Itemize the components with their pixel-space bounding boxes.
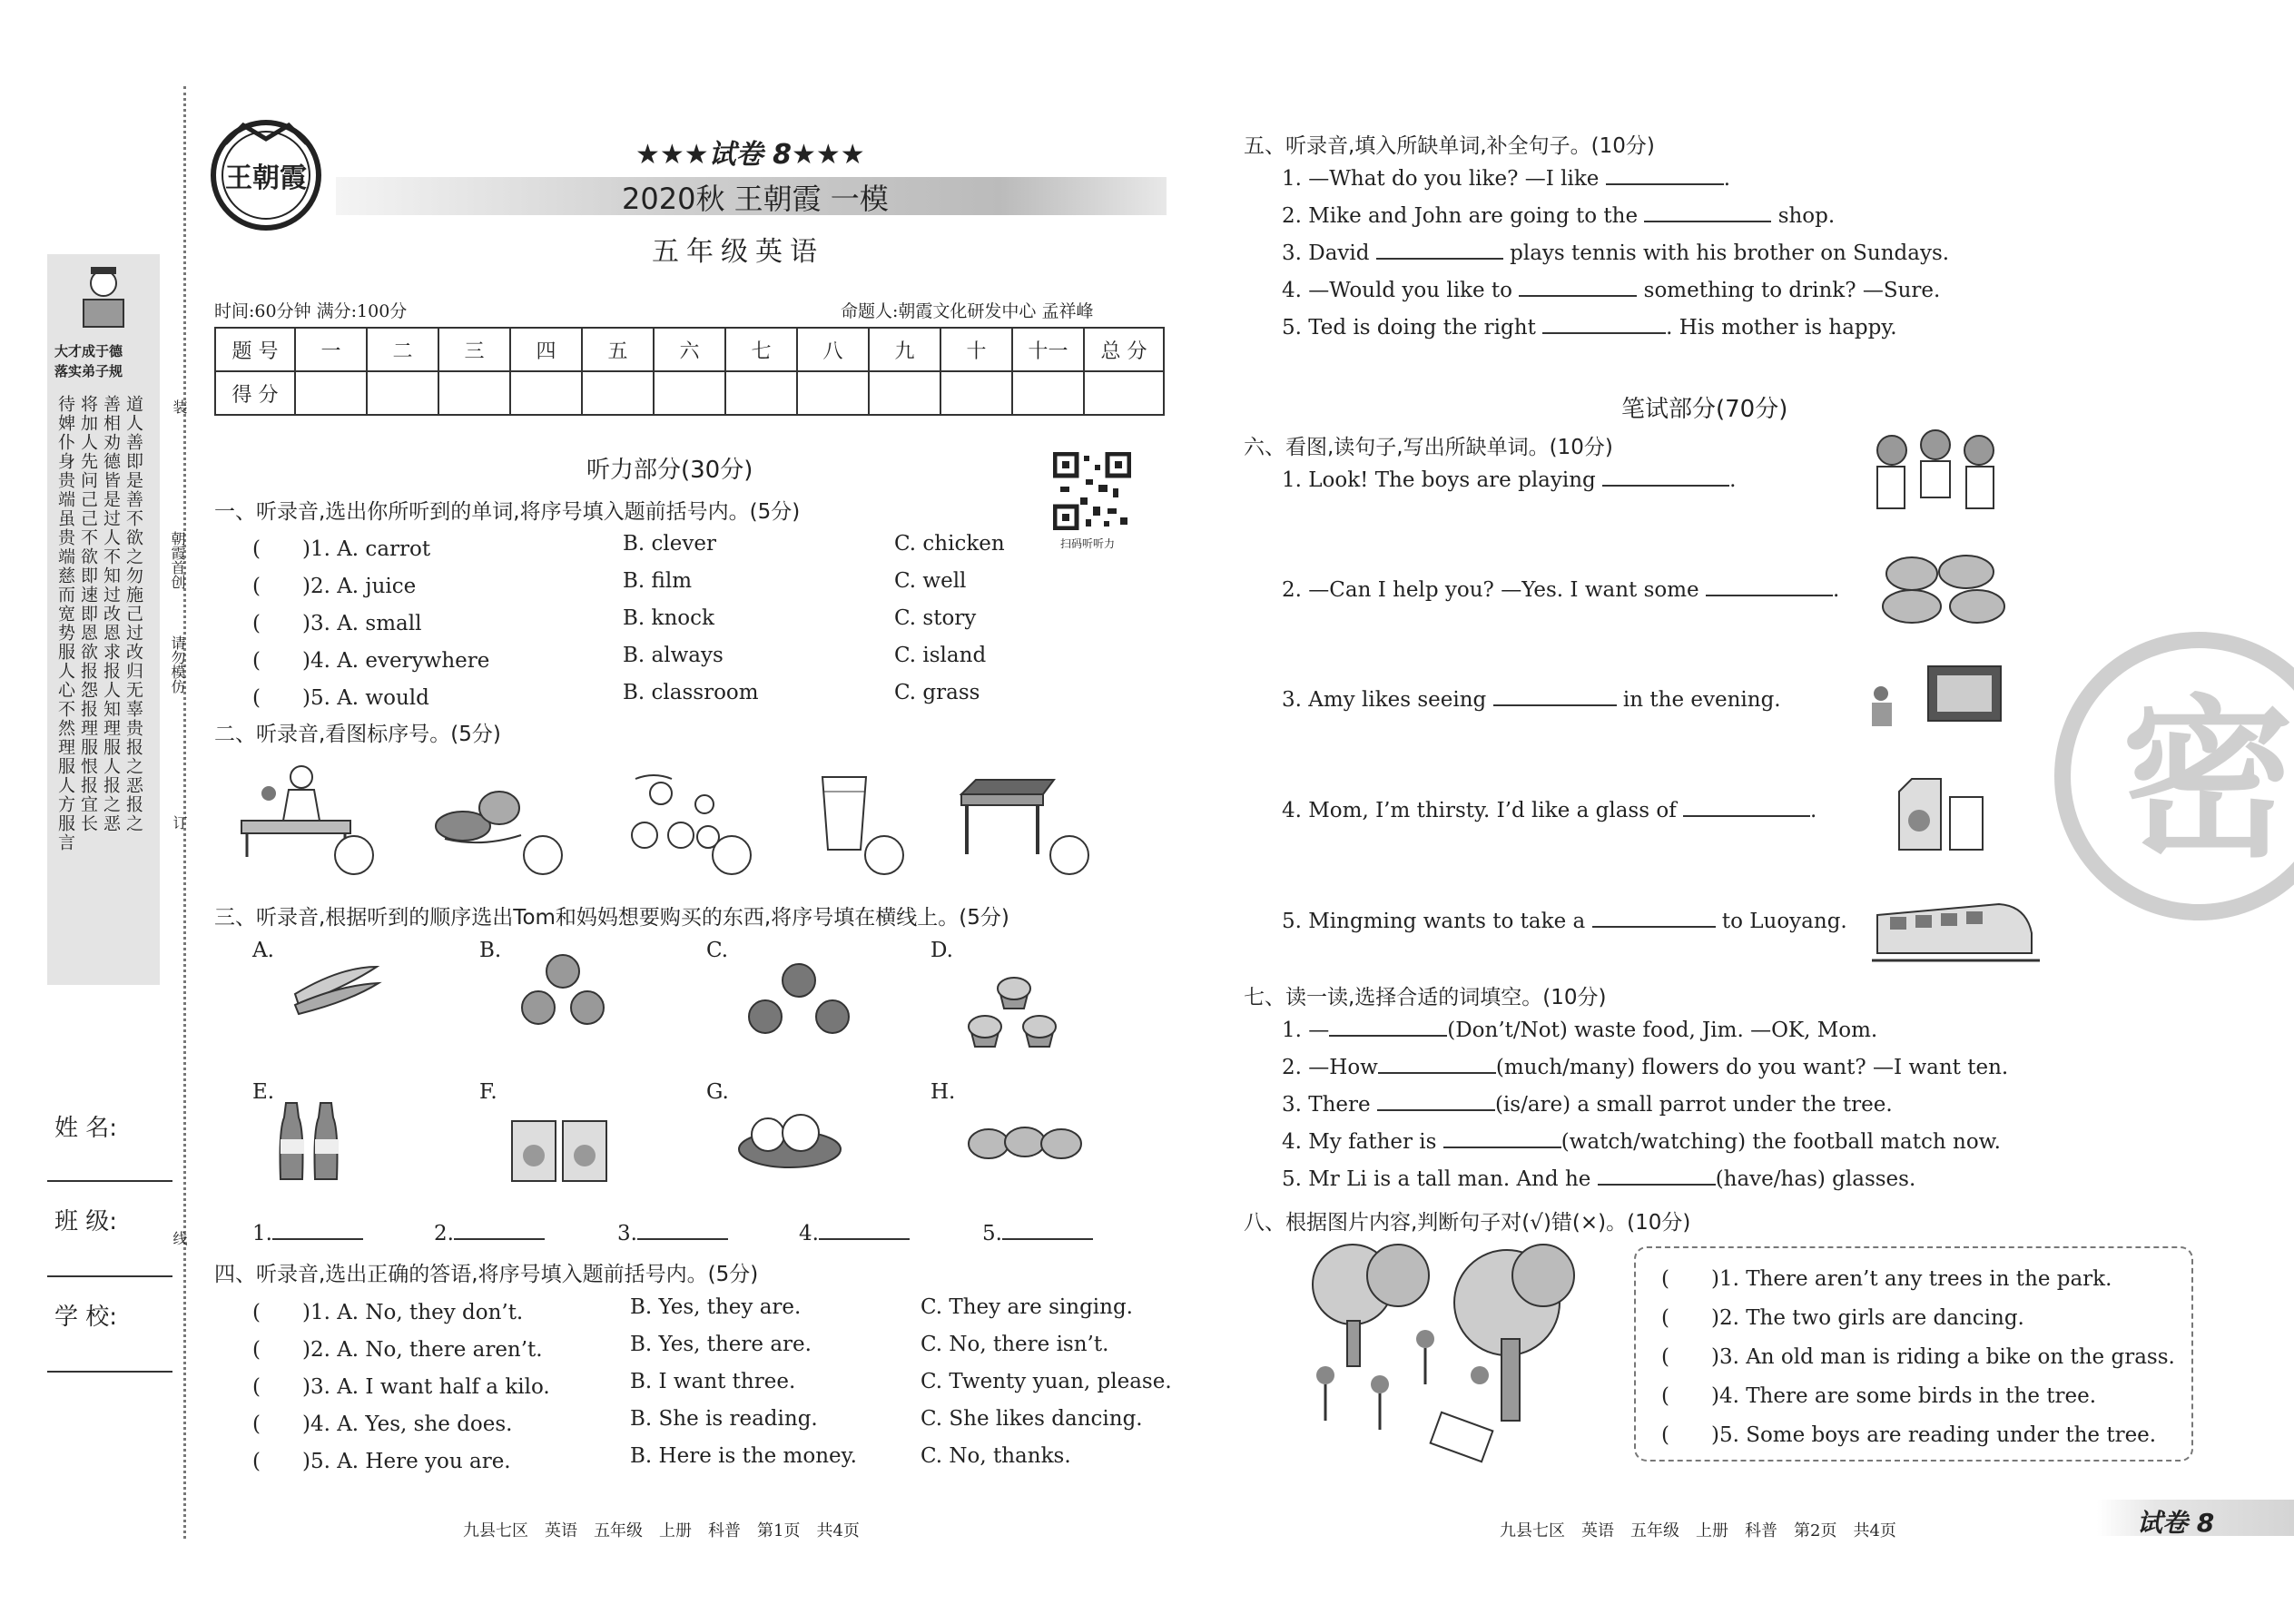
watching-films-picture <box>1863 661 2008 743</box>
s4-item-3-c: C. Twenty yuan, please. <box>921 1370 1172 1393</box>
s6-item-1: 1. Look! The boys are playing . <box>1282 468 1737 492</box>
boys-playing-cards-picture <box>1866 427 2003 517</box>
potatoes-picture <box>1876 554 2012 626</box>
s3-answer-blank[interactable] <box>819 1238 910 1240</box>
s7-blank[interactable] <box>1377 1109 1495 1111</box>
s6-blank[interactable] <box>1706 595 1833 596</box>
s1-item-3-c: C. story <box>894 606 977 630</box>
bind-mark-3: 线 <box>171 1231 188 1245</box>
s7-item-2: 2. —How (much/many) flowers do you want? —I want ten. <box>1282 1056 2009 1079</box>
s3-answer-blank[interactable] <box>272 1238 363 1240</box>
s6-item-2: 2. —Can I help you? —Yes. I want some . <box>1282 578 1840 602</box>
s3-label-g: G. <box>706 1080 729 1104</box>
s1-item-2-a: ( )2. A. juice <box>252 575 417 598</box>
s4-item-5-b: B. Here is the money. <box>630 1444 857 1468</box>
bind-mark-1: 装 <box>171 399 188 414</box>
confidential-stamp-icon <box>2026 631 2294 930</box>
s8-item-3: ( )3. An old man is riding a bike on the grass. <box>1661 1345 2175 1369</box>
school-label: 学 校: <box>54 1304 118 1331</box>
section-4-title: 四、听录音,选出正确的答语,将序号填入题前括号内。(5分) <box>214 1263 759 1286</box>
s7-blank[interactable] <box>1378 1072 1496 1074</box>
class-field[interactable] <box>47 1275 172 1277</box>
s5-item-3: 3. David plays tennis with his brother on Sundays. <box>1282 241 1950 265</box>
s6-blank[interactable] <box>1602 485 1729 487</box>
s3-label-h: H. <box>930 1080 956 1104</box>
footer-right: 九县七区 英语 五年级 上册 科普 第2页 共4页 <box>1500 1521 1896 1540</box>
s3-answer-blank[interactable] <box>454 1238 545 1240</box>
milk-boxes-picture <box>508 1112 613 1185</box>
s1-item-3-b: B. knock <box>623 606 714 630</box>
s3-label-d: D. <box>930 939 953 962</box>
s7-blank[interactable] <box>1443 1147 1561 1148</box>
couplet-column-4: 道人善即是善不欲之勿施己过改归无辜贵报之恶报之 <box>123 395 143 833</box>
s1-item-1-c: C. chicken <box>894 532 1005 556</box>
s3-answer-5: 5. <box>982 1222 1093 1245</box>
tomatoes-picture <box>740 960 858 1042</box>
cola-bottles-picture <box>277 1085 359 1185</box>
s6-blank[interactable] <box>1493 704 1617 706</box>
potatoes-picture <box>967 1117 1085 1171</box>
couplet-column-3: 善相劝德皆是过人不知过改恩求报人知理服人报之恶 <box>101 395 121 833</box>
s3-answer-blank[interactable] <box>637 1238 728 1240</box>
score-table-score-row: 得 分 <box>215 371 1164 415</box>
class-label: 班 级: <box>54 1208 118 1235</box>
binding-dotted-line <box>183 86 186 1539</box>
section-6-title: 六、看图,读句子,写出所缺单词。(10分) <box>1244 436 1613 459</box>
milk-picture <box>1894 773 1994 855</box>
section-3-title: 三、听录音,根据听到的顺序选出Tom和妈妈想要购买的东西,将序号填在横线上。(5分) <box>214 906 1009 930</box>
park-scene-picture <box>1289 1239 1589 1466</box>
s4-item-5-a: ( )5. A. Here you are. <box>252 1450 511 1473</box>
author-info: 命题人:朝霞文化研发中心 孟祥峰 <box>841 301 1094 321</box>
s3-answer-4: 4. <box>799 1222 910 1245</box>
qr-caption: 扫码听听力 <box>1060 537 1116 550</box>
s5-item-1: 1. —What do you like? —I like . <box>1282 167 1731 191</box>
s4-item-2-b: B. Yes, there are. <box>630 1333 812 1356</box>
exam-title: 2020秋 王朝霞 一模 <box>622 182 889 216</box>
bread-plate-picture <box>735 1098 844 1171</box>
s4-item-4-c: C. She likes dancing. <box>921 1407 1143 1431</box>
s6-item-5: 5. Mingming wants to take a to Luoyang. <box>1282 910 1847 933</box>
s4-item-4-a: ( )4. A. Yes, she does. <box>252 1412 513 1436</box>
s3-answer-2: 2. <box>434 1222 545 1245</box>
bind-mark-2: 订 <box>171 815 188 830</box>
s1-item-4-b: B. always <box>623 644 724 667</box>
section-8-title: 八、根据图片内容,判断句子对(√)错(×)。(10分) <box>1244 1211 1691 1235</box>
s1-item-5-c: C. grass <box>894 681 980 704</box>
s8-item-4: ( )4. There are some birds in the tree. <box>1661 1384 2097 1408</box>
s3-answer-blank[interactable] <box>1002 1238 1093 1240</box>
cooking-vegetables-picture <box>427 781 536 853</box>
s4-item-4-b: B. She is reading. <box>630 1407 818 1431</box>
scholar-figure-icon <box>74 263 133 336</box>
vertical-note-2: 请勿模仿 <box>169 635 186 694</box>
s6-item-3: 3. Amy likes seeing in the evening. <box>1282 688 1781 712</box>
s8-item-1: ( )1. There aren’t any trees in the park. <box>1661 1267 2112 1291</box>
s6-blank[interactable] <box>1683 815 1810 817</box>
motto-line-1: 大才成于德 <box>54 343 123 359</box>
s3-answer-3: 3. <box>617 1222 728 1245</box>
paper-badge-label: 试卷 8 <box>2137 1508 2215 1538</box>
s3-answer-1: 1. <box>252 1222 363 1245</box>
qr-code-icon[interactable] <box>1053 452 1131 530</box>
brand-logo-icon <box>207 116 325 234</box>
listening-title: 听力部分(30分) <box>586 457 753 484</box>
s1-item-5-b: B. classroom <box>623 681 759 704</box>
s4-item-1-a: ( )1. A. No, they don’t. <box>252 1301 524 1324</box>
table-picture <box>958 776 1058 858</box>
cabbages-picture <box>513 951 613 1033</box>
s3-label-e: E. <box>252 1080 275 1104</box>
s1-item-2-b: B. film <box>623 569 693 593</box>
s5-blank[interactable] <box>1376 258 1503 260</box>
s1-item-4-a: ( )4. A. everywhere <box>252 649 490 673</box>
couplet-column-1: 待婢仆身贵端虽贵端慈而宽势服人心不然理服人方服言 <box>55 395 75 852</box>
answer-circle-5[interactable] <box>1049 835 1089 875</box>
train-picture <box>1872 888 2040 969</box>
writing-title: 笔试部分(70分) <box>1621 396 1788 423</box>
footer-left: 九县七区 英语 五年级 上册 科普 第1页 共4页 <box>463 1521 860 1540</box>
s7-item-3: 3. There (is/are) a small parrot under the tree. <box>1282 1093 1893 1117</box>
s1-item-1-b: B. clever <box>623 532 716 556</box>
s4-item-3-a: ( )3. A. I want half a kilo. <box>252 1375 550 1399</box>
school-field[interactable] <box>47 1371 172 1373</box>
s5-item-5: 5. Ted is doing the right . His mother is happy. <box>1282 316 1897 340</box>
s3-label-b: B. <box>479 939 502 962</box>
s3-label-c: C. <box>706 939 729 962</box>
s1-item-4-c: C. island <box>894 644 987 667</box>
paper-number: ★★★试卷 8★★★ <box>635 139 865 171</box>
cupcakes-picture <box>964 958 1064 1048</box>
s7-blank[interactable] <box>1598 1184 1716 1186</box>
s1-item-3-a: ( )3. A. small <box>252 612 422 635</box>
s1-item-5-a: ( )5. A. would <box>252 686 429 710</box>
s4-item-1-b: B. Yes, they are. <box>630 1295 802 1319</box>
s6-blank[interactable] <box>1592 926 1716 928</box>
s5-blank[interactable] <box>1644 221 1771 222</box>
motto-line-2: 落实弟子规 <box>54 363 123 379</box>
s5-blank[interactable] <box>1542 332 1666 334</box>
name-label: 姓 名: <box>54 1115 118 1142</box>
answer-circle-3[interactable] <box>712 835 752 875</box>
s7-item-1: 1. — (Don’t/Not) waste food, Jim. —OK, Mom. <box>1282 1019 1878 1042</box>
s8-item-2: ( )2. The two girls are dancing. <box>1661 1306 2024 1330</box>
subject-title: 五年级英语 <box>652 236 824 268</box>
s4-item-1-c: C. They are singing. <box>921 1295 1133 1319</box>
answer-circle-2[interactable] <box>523 835 563 875</box>
glass-picture <box>817 773 871 855</box>
s5-item-4: 4. —Would you like to something to drink? —Sure. <box>1282 279 1941 302</box>
s4-item-2-a: ( )2. A. No, there aren’t. <box>252 1338 543 1362</box>
section-7-title: 七、读一读,选择合适的词填空。(10分) <box>1244 986 1607 1009</box>
answer-circle-1[interactable] <box>334 835 374 875</box>
s4-item-3-b: B. I want three. <box>630 1370 796 1393</box>
s1-item-2-c: C. well <box>894 569 967 593</box>
s1-item-1-a: ( )1. A. carrot <box>252 537 431 561</box>
section-2-title: 二、听录音,看图标序号。(5分) <box>214 723 501 746</box>
section-1-title: 一、听录音,选出你所听到的单词,将序号填入题前括号内。(5分) <box>214 500 801 524</box>
sidebar-motto-box <box>47 254 160 985</box>
s3-label-a: A. <box>252 939 274 962</box>
score-table <box>214 327 1165 416</box>
s4-item-5-c: C. No, thanks. <box>921 1444 1071 1468</box>
vertical-note-1: 朝霞首创 <box>169 531 186 589</box>
answer-circle-4[interactable] <box>864 835 904 875</box>
s3-label-f: F. <box>479 1080 497 1104</box>
couplet-column-2: 将加人先问己己不欲即速即恩欲报怨报理服恨报宜长 <box>78 395 98 833</box>
s5-item-2: 2. Mike and John are going to the shop. <box>1282 204 1836 228</box>
section-5-title: 五、听录音,填入所缺单词,补全句子。(10分) <box>1244 134 1655 158</box>
s7-blank[interactable] <box>1329 1035 1447 1037</box>
svg-text:王朝霞: 王朝霞 <box>225 162 307 194</box>
s7-item-4: 4. My father is (watch/watching) the football match now. <box>1282 1130 2001 1154</box>
s7-item-5: 5. Mr Li is a tall man. And he (have/has) glasses. <box>1282 1167 1916 1191</box>
score-table-header-row: 题 号 一 二 三 四 五 六 七 八 九 十 十一 总 分 <box>215 328 1164 371</box>
s6-item-4: 4. Mom, I’m thirsty. I’d like a glass of . <box>1282 799 1817 822</box>
bananas-picture <box>286 958 386 1021</box>
s5-blank[interactable] <box>1519 295 1637 297</box>
name-field[interactable] <box>47 1180 172 1182</box>
time-info: 时间:60分钟 满分:100分 <box>214 301 408 321</box>
svg-text:密: 密 <box>2121 680 2294 881</box>
s4-item-2-c: C. No, there isn’t. <box>921 1333 1109 1356</box>
s5-blank[interactable] <box>1606 183 1724 185</box>
s8-item-5: ( )5. Some boys are reading under the tree. <box>1661 1423 2157 1447</box>
